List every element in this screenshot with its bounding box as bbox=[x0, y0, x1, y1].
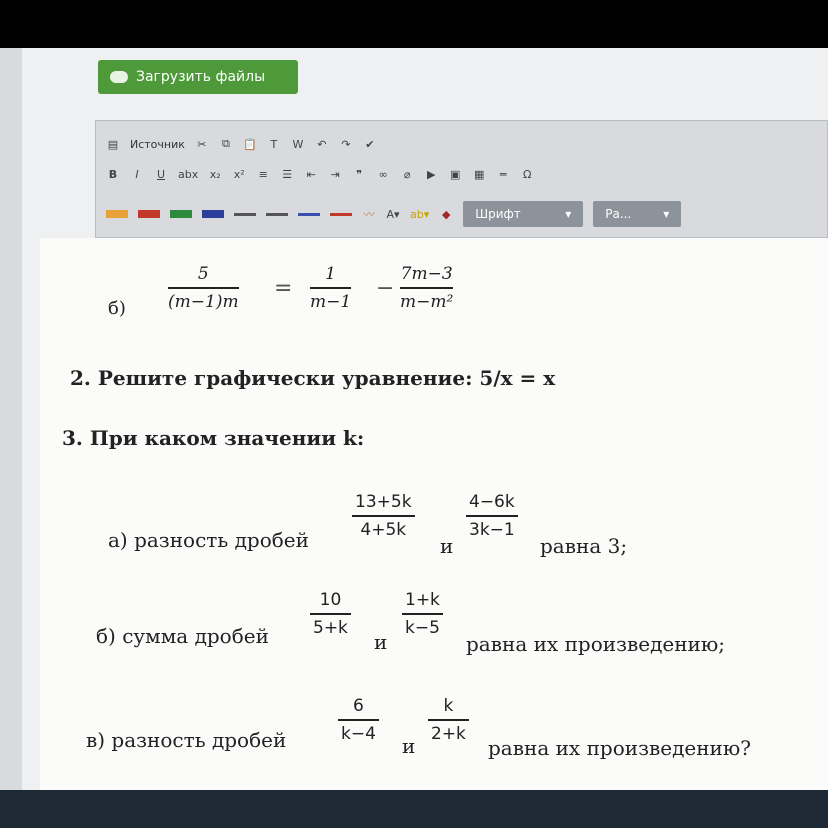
wave-line-icon[interactable]: 〰 bbox=[363, 208, 375, 221]
conjunction-and: и bbox=[402, 734, 416, 758]
highlight-green-icon[interactable] bbox=[170, 210, 192, 218]
fraction-3c-2 bbox=[428, 696, 469, 744]
fraction-numerator: 13+5k bbox=[355, 492, 412, 512]
paste-word-icon[interactable]: W bbox=[292, 137, 304, 151]
problem-3c-prefix: в) разность дробей bbox=[86, 728, 287, 752]
numbered-list-icon[interactable]: ≡ bbox=[258, 167, 268, 181]
spellcheck-icon[interactable]: ✔ bbox=[365, 137, 375, 151]
problem-3b-suffix: равна их произведению; bbox=[466, 632, 726, 656]
copy-icon[interactable]: ⧉ bbox=[221, 137, 230, 150]
fraction-3c-1 bbox=[338, 696, 379, 744]
subscript-button[interactable]: x₂ bbox=[209, 167, 221, 181]
line-style-4-icon[interactable] bbox=[330, 213, 352, 216]
problem-3b-prefix: б) сумма дробей bbox=[96, 624, 269, 648]
fraction-numerator: 1 bbox=[325, 264, 336, 284]
fraction-denominator: (m−1)m bbox=[168, 291, 239, 312]
font-dropdown-label: Шрифт bbox=[475, 207, 521, 221]
special-char-icon[interactable]: Ω bbox=[523, 167, 532, 181]
underline-button[interactable]: U bbox=[156, 167, 166, 181]
upload-files-label: Загрузить файлы bbox=[136, 69, 266, 85]
minus-sign: − bbox=[376, 276, 395, 301]
toolbar-row-3 bbox=[106, 201, 681, 227]
outdent-icon[interactable]: ⇤ bbox=[306, 167, 316, 181]
fraction-denominator: m−m² bbox=[400, 291, 454, 312]
superscript-button[interactable]: x² bbox=[233, 167, 245, 181]
left-sidebar-strip bbox=[0, 48, 22, 828]
bullet-list-icon[interactable]: ☰ bbox=[282, 167, 293, 181]
fraction-denominator: 3k−1 bbox=[469, 519, 515, 540]
problem-3a-suffix: равна 3; bbox=[540, 534, 628, 558]
toolbar-row-2 bbox=[106, 167, 534, 181]
fraction-numerator: 7m−3 bbox=[400, 264, 453, 284]
chevron-down-icon: ▾ bbox=[565, 207, 572, 221]
fraction-denominator: k−5 bbox=[405, 617, 440, 638]
highlight-blue-icon[interactable] bbox=[202, 210, 224, 218]
strike-button[interactable]: abx bbox=[178, 167, 199, 181]
eraser-icon[interactable]: ◆ bbox=[442, 207, 451, 221]
size-dropdown[interactable] bbox=[593, 201, 681, 227]
fraction-3a-1 bbox=[352, 492, 415, 540]
line-style-2-icon[interactable] bbox=[266, 213, 288, 216]
bold-button[interactable]: B bbox=[108, 167, 118, 181]
text-color-icon[interactable]: A▾ bbox=[386, 207, 400, 221]
fraction-3a-2 bbox=[466, 492, 518, 540]
equals-sign: = bbox=[274, 276, 293, 301]
anchor-icon[interactable]: ▶ bbox=[427, 167, 436, 181]
paste-icon[interactable]: 📋 bbox=[243, 137, 257, 151]
fraction-denominator: m−1 bbox=[310, 291, 352, 312]
editor-content-area[interactable] bbox=[40, 238, 828, 828]
line-style-1-icon[interactable] bbox=[234, 213, 256, 216]
fraction-numerator: k bbox=[443, 696, 454, 716]
problem-3-text: 3. При каком значении k: bbox=[62, 426, 365, 450]
fraction-numerator: 10 bbox=[319, 590, 342, 610]
redo-icon[interactable]: ↷ bbox=[341, 137, 351, 151]
highlight-orange-icon[interactable] bbox=[106, 210, 128, 218]
image-icon[interactable]: ▣ bbox=[450, 167, 461, 181]
horizontal-line-icon[interactable]: ═ bbox=[499, 167, 507, 181]
upload-files-button[interactable] bbox=[98, 60, 298, 94]
fraction-3 bbox=[400, 264, 453, 312]
italic-button[interactable]: I bbox=[135, 167, 139, 181]
fraction-denominator: 2+k bbox=[431, 723, 466, 744]
editor-toolbar bbox=[95, 120, 828, 238]
link-icon[interactable]: ∞ bbox=[378, 167, 388, 181]
problem-2-text: 2. Решите графически уравнение: 5/x = x bbox=[70, 366, 556, 390]
source-button[interactable]: Источник bbox=[130, 137, 185, 151]
fraction-denominator: 5+k bbox=[313, 617, 348, 638]
blockquote-icon[interactable]: ❞ bbox=[356, 167, 363, 181]
paste-text-icon[interactable]: T bbox=[270, 137, 278, 151]
conjunction-and: и bbox=[374, 630, 388, 654]
source-icon: ▤ bbox=[107, 137, 119, 151]
fraction-numerator: 5 bbox=[197, 264, 209, 284]
fraction-numerator: 4−6k bbox=[469, 492, 515, 512]
font-dropdown[interactable] bbox=[463, 201, 583, 227]
fraction-denominator: 4+5k bbox=[360, 519, 407, 540]
table-icon[interactable]: ▦ bbox=[474, 167, 485, 181]
fraction-1 bbox=[168, 264, 239, 312]
chevron-down-icon: ▾ bbox=[663, 207, 670, 221]
fraction-2 bbox=[310, 264, 351, 312]
fraction-numerator: 6 bbox=[353, 696, 364, 716]
fraction-numerator: 1+k bbox=[405, 590, 440, 610]
size-dropdown-label: Ра... bbox=[605, 207, 632, 221]
fraction-3b-2 bbox=[402, 590, 443, 638]
line-style-3-icon[interactable] bbox=[298, 213, 320, 216]
problem-3c-suffix: равна их произведению? bbox=[488, 736, 752, 760]
conjunction-and: и bbox=[440, 534, 454, 558]
fraction-3b-1 bbox=[310, 590, 351, 638]
problem-3a-prefix: а) разность дробей bbox=[108, 528, 309, 552]
cut-icon[interactable]: ✂ bbox=[197, 137, 207, 151]
highlight-red-icon[interactable] bbox=[138, 210, 160, 218]
fraction-denominator: k−4 bbox=[341, 723, 376, 744]
toolbar-row-1 bbox=[106, 137, 377, 151]
indent-icon[interactable]: ⇥ bbox=[330, 167, 340, 181]
bg-color-icon[interactable]: ab▾ bbox=[410, 207, 430, 221]
unlink-icon[interactable]: ⌀ bbox=[403, 167, 411, 181]
browser-screen bbox=[0, 48, 828, 828]
bottom-status-bar bbox=[0, 790, 828, 828]
cloud-upload-icon bbox=[110, 71, 128, 83]
undo-icon[interactable]: ↶ bbox=[317, 137, 327, 151]
problem-1b-label: б) bbox=[108, 298, 126, 319]
